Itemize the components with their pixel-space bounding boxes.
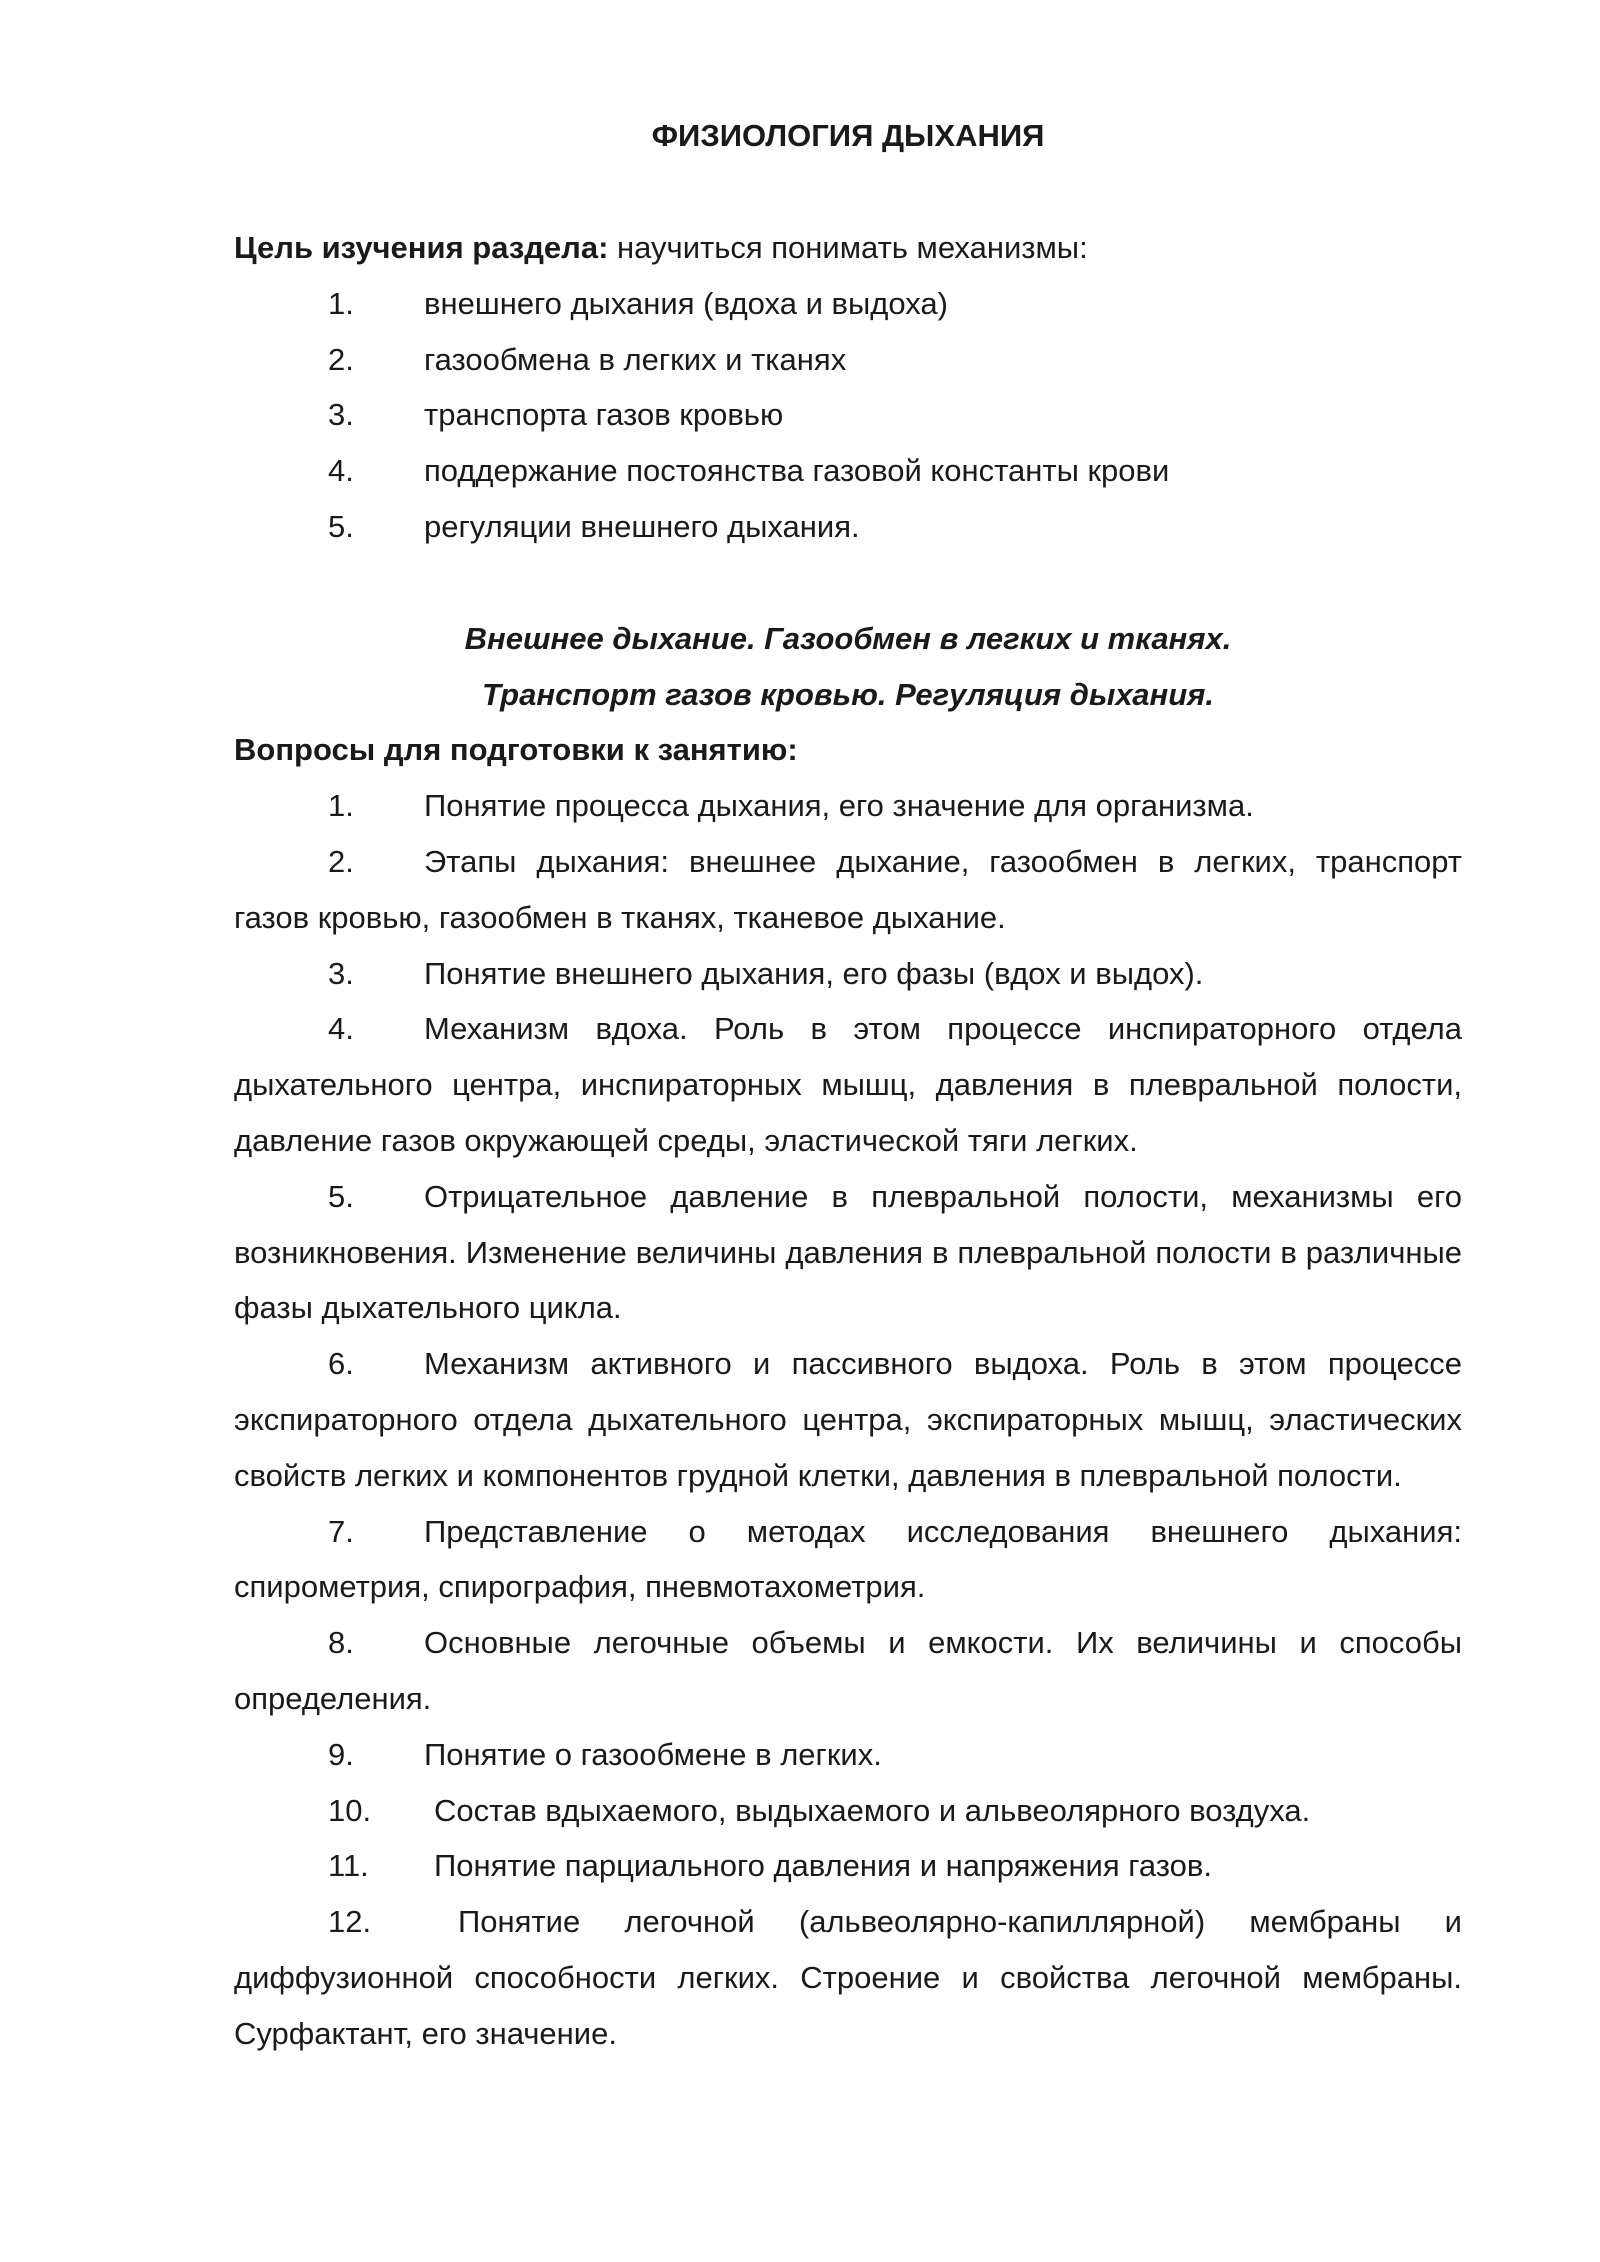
- question-item: [234, 834, 1462, 946]
- goal-item: [234, 276, 1462, 332]
- question-number: 5.: [328, 1178, 354, 1214]
- document-title: ФИЗИОЛОГИЯ ДЫХАНИЯ: [651, 118, 1045, 153]
- question-item: [234, 1504, 1462, 1616]
- question-number: 9.: [328, 1736, 354, 1772]
- goal-label: Цель изучения раздела:: [234, 230, 609, 265]
- goal-item-text: транспорта газов кровью: [424, 397, 784, 433]
- goal-item-number: 1.: [328, 285, 354, 321]
- question-item: [234, 778, 1462, 834]
- goal-item: [234, 387, 1462, 443]
- question-item: [234, 1894, 1462, 2061]
- goal-item-number: 3.: [328, 397, 354, 433]
- question-number: 1.: [328, 788, 354, 824]
- goal-item: [234, 332, 1462, 388]
- question-number: 8.: [328, 1625, 354, 1661]
- goal-item-number: 4.: [328, 453, 354, 489]
- question-text: Понятие процесса дыхания, его значение для организма.: [424, 788, 1254, 824]
- goal-list: [234, 276, 1462, 555]
- question-text: Понятие парциального давления и напряжения газов.: [434, 1848, 1212, 1884]
- question-text: Механизм активного и пассивного выдоха. Роль в этом процессе экспираторного отдела дыхательного центра, экспираторных мышц, эластических свойств легких и компонентов грудной клетки, давления в плевральной полости.: [234, 1346, 1462, 1493]
- question-number: 10.: [328, 1792, 372, 1828]
- question-item: [234, 1783, 1462, 1839]
- questions-heading: Вопросы для подготовки к занятию:: [234, 732, 798, 768]
- section-subtitle-line-1: Внешнее дыхание. Газообмен в легких и тканях.: [464, 620, 1232, 656]
- goal-item-text: внешнего дыхания (вдоха и выдоха): [424, 285, 948, 321]
- question-item: [234, 1727, 1462, 1783]
- question-number: 7.: [328, 1513, 354, 1549]
- question-text: Понятие легочной (альвеолярно-капиллярной) мембраны и диффузионной способности легких. Строение и свойства легочной мембраны. Сурфактант, его значение.: [234, 1904, 1462, 2051]
- spacer: [234, 164, 1462, 220]
- goal-item-number: 2.: [328, 341, 354, 377]
- questions-list: [234, 778, 1462, 2061]
- question-number: 3.: [328, 955, 354, 991]
- goal-item: [234, 499, 1462, 555]
- question-text: Этапы дыхания: внешнее дыхание, газообмен в легких, транспорт газов кровью, газообмен в тканях, тканевое дыхание.: [234, 843, 1462, 935]
- goal-item: [234, 443, 1462, 499]
- question-number: 4.: [328, 1011, 354, 1047]
- question-number: 2.: [328, 843, 354, 879]
- section-subtitle-line-2: Транспорт газов кровью. Регуляция дыхания.: [482, 676, 1214, 712]
- spacer: [234, 555, 1462, 611]
- question-text: Основные легочные объемы и емкости. Их величины и способы определения.: [234, 1625, 1462, 1716]
- goal-text: научиться понимать механизмы:: [608, 230, 1088, 265]
- goal-item-text: поддержание постоянства газовой константы крови: [424, 453, 1170, 489]
- goal-paragraph: [234, 220, 1462, 276]
- question-item: [234, 1615, 1462, 1727]
- question-number: 12.: [328, 1904, 372, 1940]
- question-number: 6.: [328, 1346, 354, 1382]
- goal-item-number: 5.: [328, 508, 354, 544]
- question-text: Представление о методах исследования внешнего дыхания: спирометрия, спирография, пневмотахометрия.: [234, 1513, 1462, 1605]
- question-item: [234, 1336, 1462, 1503]
- question-text: Понятие внешнего дыхания, его фазы (вдох и выдох).: [424, 955, 1204, 991]
- goal-item-text: газообмена в легких и тканях: [424, 341, 847, 377]
- question-number: 11.: [328, 1848, 369, 1884]
- question-text: Механизм вдоха. Роль в этом процессе инспираторного отдела дыхательного центра, инспираторных мышц, давления в плевральной полости, давление газов окружающей среды, эластической тяги легких.: [234, 1011, 1462, 1158]
- document-page: [234, 108, 1462, 2062]
- question-item: [234, 1001, 1462, 1168]
- question-text: Состав вдыхаемого, выдыхаемого и альвеолярного воздуха.: [434, 1792, 1311, 1828]
- question-text: Отрицательное давление в плевральной полости, механизмы его возникновения. Изменение величины давления в плевральной полости в различные фазы дыхательного цикла.: [234, 1178, 1462, 1326]
- question-item: [234, 1838, 1462, 1894]
- question-item: [234, 1169, 1462, 1336]
- goal-item-text: регуляции внешнего дыхания.: [424, 508, 860, 544]
- question-item: [234, 946, 1462, 1002]
- question-text: Понятие о газообмене в легких.: [424, 1736, 882, 1772]
